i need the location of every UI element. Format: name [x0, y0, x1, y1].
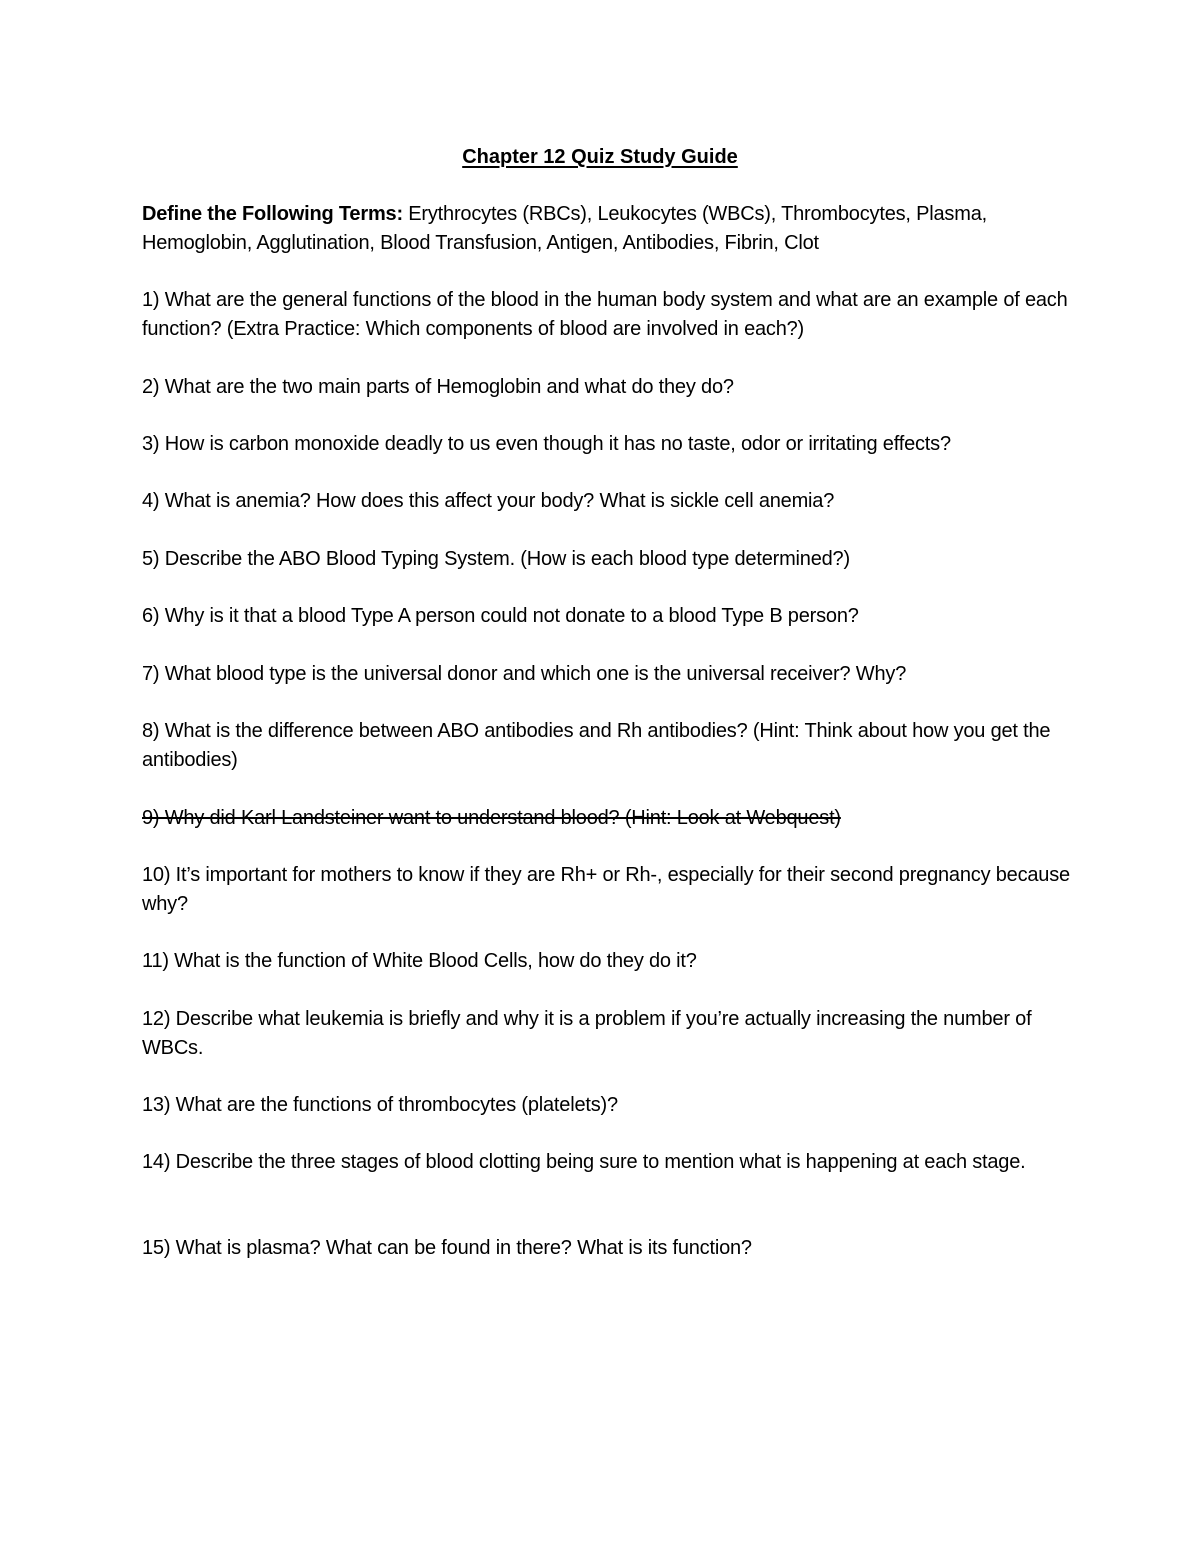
question-5: 5) Describe the ABO Blood Typing System. (How is each blood type determined?): [142, 548, 850, 570]
question-7: 7) What blood type is the universal donor and which one is the universal receiver? Why?: [142, 663, 907, 685]
question-4: 4) What is anemia? How does this affect your body? What is sickle cell anemia?: [142, 490, 835, 512]
question-6: 6) Why is it that a blood Type A person could not donate to a blood Type B person?: [142, 605, 859, 627]
question-3: 3) How is carbon monoxide deadly to us even though it has no taste, odor or irritating effects?: [142, 433, 951, 455]
terms-list: Erythrocytes (RBCs), Leukocytes (WBCs), Thrombocytes, Plasma, Hemoglobin, Agglutination, Blood Transfusion, Antigen, Antibodies, Fibrin, Clot: [142, 203, 987, 254]
question-10: 10) It’s important for mothers to know if they are Rh+ or Rh-, especially for their second pregnancy because why?: [142, 864, 1070, 915]
terms-paragraph: [142, 200, 1072, 258]
question-15: 15) What is plasma? What can be found in there? What is its function?: [142, 1237, 752, 1259]
terms-label: Define the Following Terms:: [142, 203, 403, 225]
question-1: 1) What are the general functions of the blood in the human body system and what are an example of each function? (Extra Practice: Which components of blood are involved in each?): [142, 289, 1068, 340]
question-12: 12) Describe what leukemia is briefly and why it is a problem if you’re actually increasing the number of WBCs.: [142, 1008, 1032, 1059]
question-13: 13) What are the functions of thrombocytes (platelets)?: [142, 1094, 618, 1116]
document-title: Chapter 12 Quiz Study Guide: [462, 146, 738, 168]
question-14: 14) Describe the three stages of blood clotting being sure to mention what is happening at each stage.: [142, 1151, 1026, 1173]
question-11: 11) What is the function of White Blood Cells, how do they do it?: [142, 950, 697, 972]
question-8: 8) What is the difference between ABO antibodies and Rh antibodies? (Hint: Think about how you get the antibodies): [142, 720, 1051, 771]
question-9: 9) Why did Karl Landsteiner want to understand blood? (Hint: Look at Webquest): [142, 807, 841, 829]
question-2: 2) What are the two main parts of Hemoglobin and what do they do?: [142, 376, 734, 398]
